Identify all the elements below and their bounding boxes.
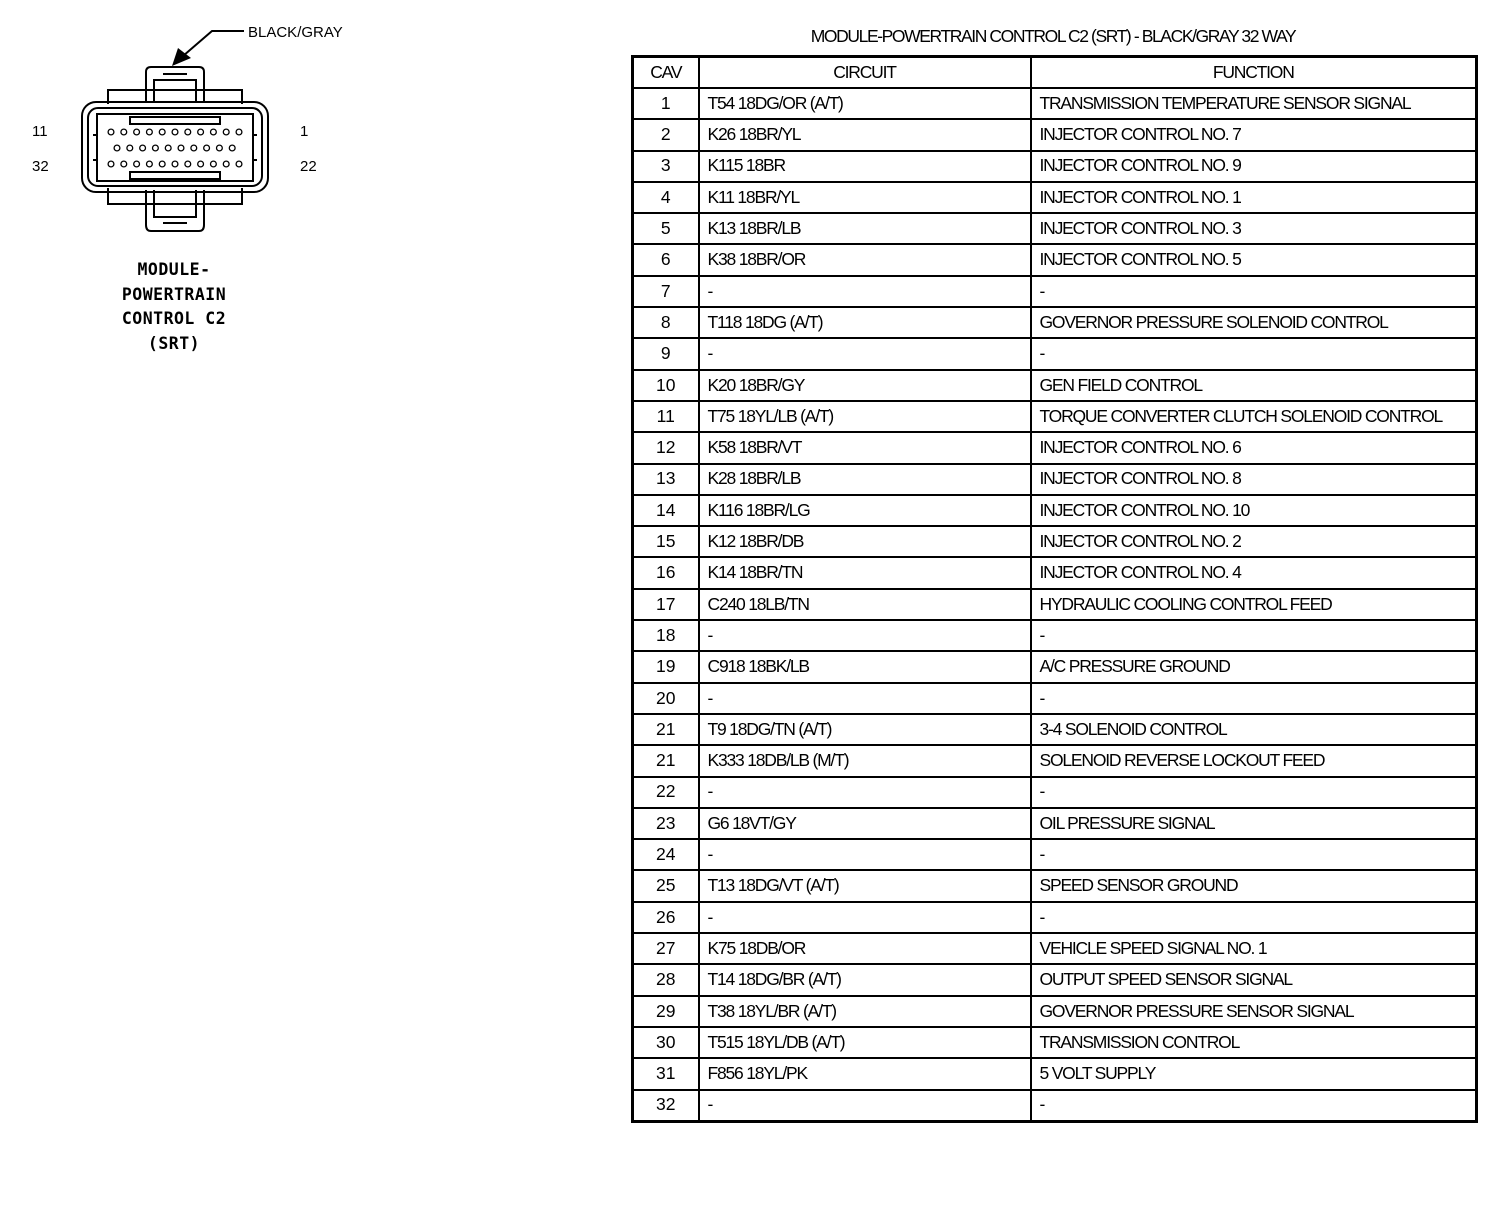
pin-cavity (229, 145, 235, 151)
cav-cell: 6 (633, 244, 699, 275)
color-label: BLACK/GRAY (248, 24, 343, 41)
table-row (633, 182, 1477, 213)
function-cell: SOLENOID REVERSE LOCKOUT FEED (1031, 745, 1477, 776)
cav-cell: 14 (633, 495, 699, 526)
cav-cell: 16 (633, 557, 699, 588)
table-row (633, 1090, 1477, 1122)
cav-cell: 7 (633, 276, 699, 307)
pin-cavity (114, 145, 120, 151)
cav-cell: 30 (633, 1027, 699, 1058)
table-row (633, 870, 1477, 901)
table-row (633, 151, 1477, 182)
table-row (633, 839, 1477, 870)
function-cell: TORQUE CONVERTER CLUTCH SOLENOID CONTROL (1031, 401, 1477, 432)
function-cell: GOVERNOR PRESSURE SENSOR SIGNAL (1031, 996, 1477, 1027)
circuit-cell: K11 18BR/YL (699, 182, 1031, 213)
circuit-cell: K20 18BR/GY (699, 370, 1031, 401)
function-cell: - (1031, 1090, 1477, 1122)
function-cell: - (1031, 777, 1477, 808)
pinout-table (631, 55, 1478, 1123)
cav-cell: 29 (633, 996, 699, 1027)
circuit-cell: - (699, 338, 1031, 369)
function-cell: - (1031, 902, 1477, 933)
cav-cell: 13 (633, 464, 699, 495)
function-cell: INJECTOR CONTROL NO. 10 (1031, 495, 1477, 526)
color-callout-leader (183, 31, 244, 56)
pin-cavity (121, 161, 127, 167)
circuit-cell: C918 18BK/LB (699, 651, 1031, 682)
cav-cell: 5 (633, 213, 699, 244)
table-row (633, 88, 1477, 119)
pin-cavity (172, 129, 178, 135)
cav-cell: 26 (633, 902, 699, 933)
pin-cavity (223, 129, 229, 135)
cav-cell: 32 (633, 1090, 699, 1122)
circuit-cell: T54 18DG/OR (A/T) (699, 88, 1031, 119)
pin-cavity (140, 145, 146, 151)
cav-cell: 1 (633, 88, 699, 119)
function-cell: SPEED SENSOR GROUND (1031, 870, 1477, 901)
cav-cell: 11 (633, 401, 699, 432)
table-row (633, 777, 1477, 808)
circuit-cell: T9 18DG/TN (A/T) (699, 714, 1031, 745)
circuit-cell: K58 18BR/VT (699, 432, 1031, 463)
pin-label-1: 1 (300, 123, 309, 140)
cav-cell: 2 (633, 119, 699, 150)
function-cell: - (1031, 338, 1477, 369)
circuit-cell: - (699, 1090, 1031, 1122)
pin-cavity (198, 161, 204, 167)
circuit-cell: - (699, 276, 1031, 307)
table-row (633, 1058, 1477, 1089)
connector-title-line-3: CONTROL C2 (121, 309, 227, 328)
circuit-cell: T14 18DG/BR (A/T) (699, 964, 1031, 995)
function-cell: 3-4 SOLENOID CONTROL (1031, 714, 1477, 745)
pin-cavity (165, 145, 171, 151)
cav-cell: 9 (633, 338, 699, 369)
cav-cell: 25 (633, 870, 699, 901)
table-row (633, 213, 1477, 244)
table-row (633, 964, 1477, 995)
circuit-cell: - (699, 620, 1031, 651)
circuit-cell: T13 18DG/VT (A/T) (699, 870, 1031, 901)
circuit-cell: - (699, 683, 1031, 714)
pin-cavity (211, 129, 217, 135)
circuit-cell: K116 18BR/LG (699, 495, 1031, 526)
table-row (633, 526, 1477, 557)
pin-cavity (178, 145, 184, 151)
table-row (633, 683, 1477, 714)
function-cell: INJECTOR CONTROL NO. 3 (1031, 213, 1477, 244)
cav-cell: 24 (633, 839, 699, 870)
cav-cell: 31 (633, 1058, 699, 1089)
cav-cell: 19 (633, 651, 699, 682)
connector-title (100, 258, 248, 356)
header-cav: CAV (633, 57, 699, 89)
circuit-cell: K115 18BR (699, 151, 1031, 182)
pin-cavity (121, 129, 127, 135)
function-cell: INJECTOR CONTROL NO. 4 (1031, 557, 1477, 588)
circuit-cell: - (699, 777, 1031, 808)
circuit-cell: K75 18DB/OR (699, 933, 1031, 964)
cav-cell: 12 (633, 432, 699, 463)
pin-cavity (236, 161, 242, 167)
pin-cavity (134, 161, 140, 167)
connector-title-line-2: POWERTRAIN (121, 284, 227, 304)
table-title: MODULE-POWERTRAIN CONTROL C2 (SRT) - BLACK/GRAY 32 WAY (810, 26, 1296, 46)
function-cell: INJECTOR CONTROL NO. 2 (1031, 526, 1477, 557)
table-row (633, 432, 1477, 463)
function-cell: GEN FIELD CONTROL (1031, 370, 1477, 401)
function-cell: HYDRAULIC COOLING CONTROL FEED (1031, 589, 1477, 620)
table-row (633, 745, 1477, 776)
table-row (633, 714, 1477, 745)
table-row (633, 495, 1477, 526)
table-row (633, 589, 1477, 620)
pin-cavity (185, 129, 191, 135)
table-row (633, 244, 1477, 275)
circuit-cell: K26 18BR/YL (699, 119, 1031, 150)
cav-cell: 18 (633, 620, 699, 651)
function-cell: INJECTOR CONTROL NO. 1 (1031, 182, 1477, 213)
pin-cavity (153, 145, 159, 151)
pin-cavity (108, 129, 114, 135)
pin-cavity (134, 129, 140, 135)
circuit-cell: - (699, 902, 1031, 933)
connector-title-line-4: (SRT) (147, 333, 201, 353)
table-body (633, 88, 1477, 1121)
connector-housing (82, 67, 268, 231)
function-cell: INJECTOR CONTROL NO. 7 (1031, 119, 1477, 150)
cav-cell: 21 (633, 745, 699, 776)
pin-cavity (147, 129, 153, 135)
table-row (633, 996, 1477, 1027)
connector-drawing (0, 0, 420, 260)
pin-cavity (236, 129, 242, 135)
function-cell: A/C PRESSURE GROUND (1031, 651, 1477, 682)
function-cell: INJECTOR CONTROL NO. 5 (1031, 244, 1477, 275)
function-cell: OUTPUT SPEED SENSOR SIGNAL (1031, 964, 1477, 995)
function-cell: - (1031, 683, 1477, 714)
circuit-cell: T38 18YL/BR (A/T) (699, 996, 1031, 1027)
circuit-cell: K14 18BR/TN (699, 557, 1031, 588)
function-cell: - (1031, 276, 1477, 307)
function-cell: OIL PRESSURE SIGNAL (1031, 808, 1477, 839)
table-row (633, 370, 1477, 401)
cav-cell: 20 (633, 683, 699, 714)
function-cell: 5 VOLT SUPPLY (1031, 1058, 1477, 1089)
circuit-cell: T75 18YL/LB (A/T) (699, 401, 1031, 432)
circuit-cell: K12 18BR/DB (699, 526, 1031, 557)
table-row (633, 401, 1477, 432)
table-row (633, 1027, 1477, 1058)
pin-cavity (198, 129, 204, 135)
cav-cell: 10 (633, 370, 699, 401)
function-cell: - (1031, 620, 1477, 651)
table-row (633, 808, 1477, 839)
connector-title-line-1: MODULE- (137, 260, 211, 279)
table-row (633, 902, 1477, 933)
pin-cavities (108, 129, 242, 167)
function-cell: TRANSMISSION TEMPERATURE SENSOR SIGNAL (1031, 88, 1477, 119)
table-row (633, 620, 1477, 651)
pin-label-32: 32 (32, 158, 49, 175)
circuit-cell: K38 18BR/OR (699, 244, 1031, 275)
table-row (633, 276, 1477, 307)
circuit-cell: C240 18LB/TN (699, 589, 1031, 620)
pin-label-22: 22 (300, 158, 317, 175)
pin-cavity (159, 161, 165, 167)
header-circuit: CIRCUIT (699, 57, 1031, 89)
table-row (633, 464, 1477, 495)
function-cell: VEHICLE SPEED SIGNAL NO. 1 (1031, 933, 1477, 964)
pin-cavity (147, 161, 153, 167)
table-row (633, 557, 1477, 588)
pin-cavity (108, 161, 114, 167)
table-row (633, 338, 1477, 369)
pin-cavity (211, 161, 217, 167)
pin-cavity (223, 161, 229, 167)
pin-cavity (159, 129, 165, 135)
circuit-cell: - (699, 839, 1031, 870)
function-cell: TRANSMISSION CONTROL (1031, 1027, 1477, 1058)
circuit-cell: K333 18DB/LB (M/T) (699, 745, 1031, 776)
pin-cavity (172, 161, 178, 167)
table-row (633, 651, 1477, 682)
circuit-cell: F856 18YL/PK (699, 1058, 1031, 1089)
circuit-cell: K28 18BR/LB (699, 464, 1031, 495)
cav-cell: 28 (633, 964, 699, 995)
pin-cavity (127, 145, 133, 151)
cav-cell: 15 (633, 526, 699, 557)
function-cell: - (1031, 839, 1477, 870)
cav-cell: 17 (633, 589, 699, 620)
header-function: FUNCTION (1031, 57, 1477, 89)
table-header-row (633, 57, 1477, 89)
pin-cavity (204, 145, 210, 151)
cav-cell: 4 (633, 182, 699, 213)
connector-diagram (0, 0, 420, 380)
function-cell: GOVERNOR PRESSURE SOLENOID CONTROL (1031, 307, 1477, 338)
pin-cavity (185, 161, 191, 167)
circuit-cell: T515 18YL/DB (A/T) (699, 1027, 1031, 1058)
cav-cell: 21 (633, 714, 699, 745)
pin-cavity (217, 145, 223, 151)
table-row (633, 119, 1477, 150)
table-row (633, 933, 1477, 964)
function-cell: INJECTOR CONTROL NO. 6 (1031, 432, 1477, 463)
cav-cell: 23 (633, 808, 699, 839)
cav-cell: 3 (633, 151, 699, 182)
function-cell: INJECTOR CONTROL NO. 8 (1031, 464, 1477, 495)
cav-cell: 8 (633, 307, 699, 338)
circuit-cell: G6 18VT/GY (699, 808, 1031, 839)
cav-cell: 22 (633, 777, 699, 808)
pin-cavity (191, 145, 197, 151)
cav-cell: 27 (633, 933, 699, 964)
circuit-cell: K13 18BR/LB (699, 213, 1031, 244)
pin-label-11: 11 (32, 123, 48, 140)
circuit-cell: T118 18DG (A/T) (699, 307, 1031, 338)
table-row (633, 307, 1477, 338)
function-cell: INJECTOR CONTROL NO. 9 (1031, 151, 1477, 182)
